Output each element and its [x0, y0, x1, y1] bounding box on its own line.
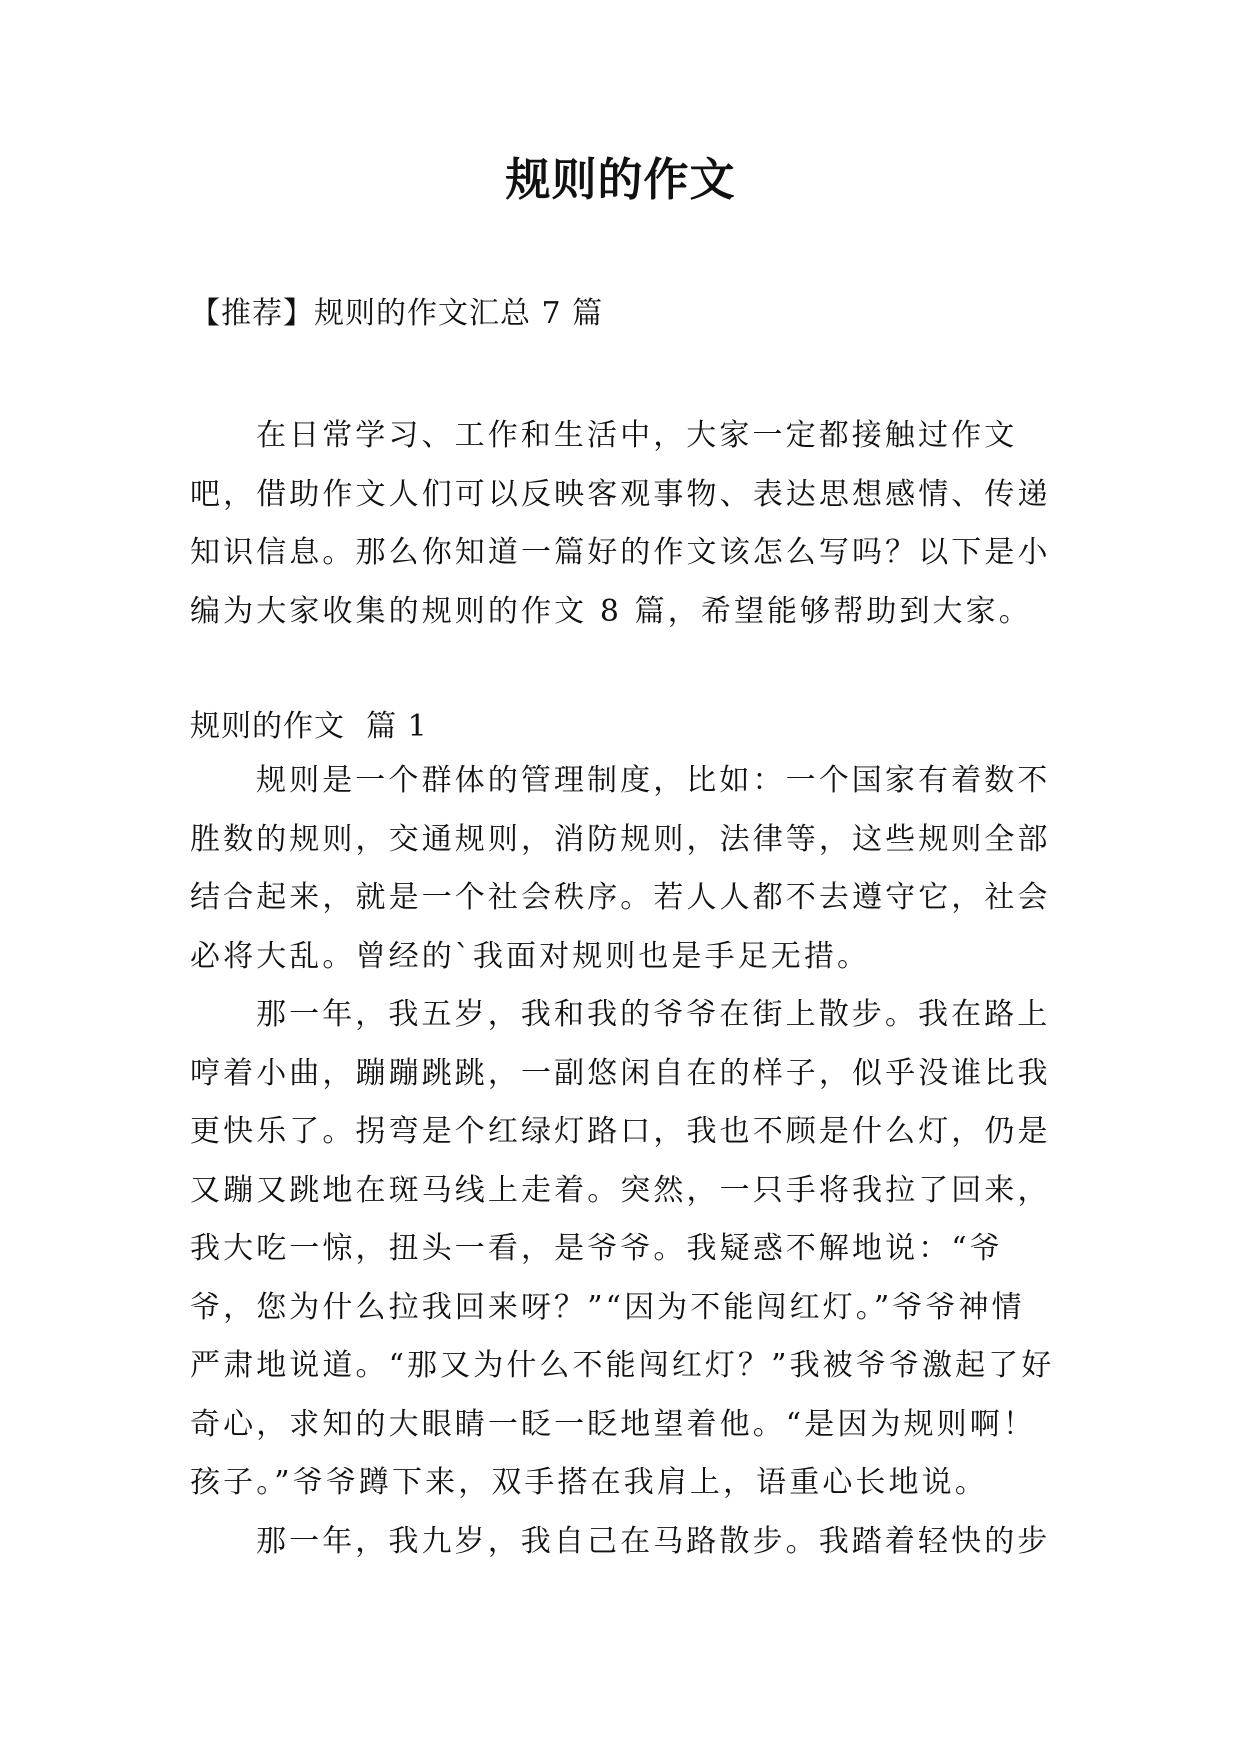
document-subtitle: 【推荐】规则的作文汇总 7 篇 [190, 296, 604, 331]
section-heading: 规则的作文 篇 1 [190, 709, 428, 744]
intro-section [190, 407, 1056, 641]
body-paragraph: 那一年，我九岁，我自己在马路散步。我踏着轻快的步 [256, 1523, 1051, 1559]
document-title: 规则的作文 [505, 153, 736, 206]
essay-body [190, 752, 1056, 1571]
body-paragraph: 规则是一个群体的管理制度，比如：一个国家有着数不胜数的规则，交通规则，消防规则，法律等，这些规则全部结合起来，就是一个社会秩序。若人人都不去遵守它，社会必将大乱。曾经的`我面对规则也是手足无措。 [190, 763, 1051, 974]
intro-paragraph: 在日常学习、工作和生活中，大家一定都接触过作文吧，借助作文人们可以反映客观事物、表达思想感情、传递知识信息。那么你知道一篇好的作文该怎么写吗？以下是小编为大家收集的规则的作文 8 篇，希望能够帮助到大家。 [190, 418, 1051, 629]
body-paragraph: 那一年，我五岁，我和我的爷爷在街上散步。我在路上哼着小曲，蹦蹦跳跳，一副悠闲自在的样子，似乎没谁比我更快乐了。拐弯是个红绿灯路口，我也不顾是什么灯，仍是又蹦又跳地在斑马线上走着。突然，一只手将我拉了回来，我大吃一惊，扭头一看，是爷爷。我疑惑不解地说：“爷爷，您为什么拉我回来呀？”“因为不能闯红灯。”爷爷神情严肃地说道。“那又为什么不能闯红灯？”我被爷爷激起了好奇心，求知的大眼睛一眨一眨地望着他。“是因为规则啊！孩子。”爷爷蹲下来，双手搭在我肩上，语重心长地说。 [190, 997, 1055, 1500]
